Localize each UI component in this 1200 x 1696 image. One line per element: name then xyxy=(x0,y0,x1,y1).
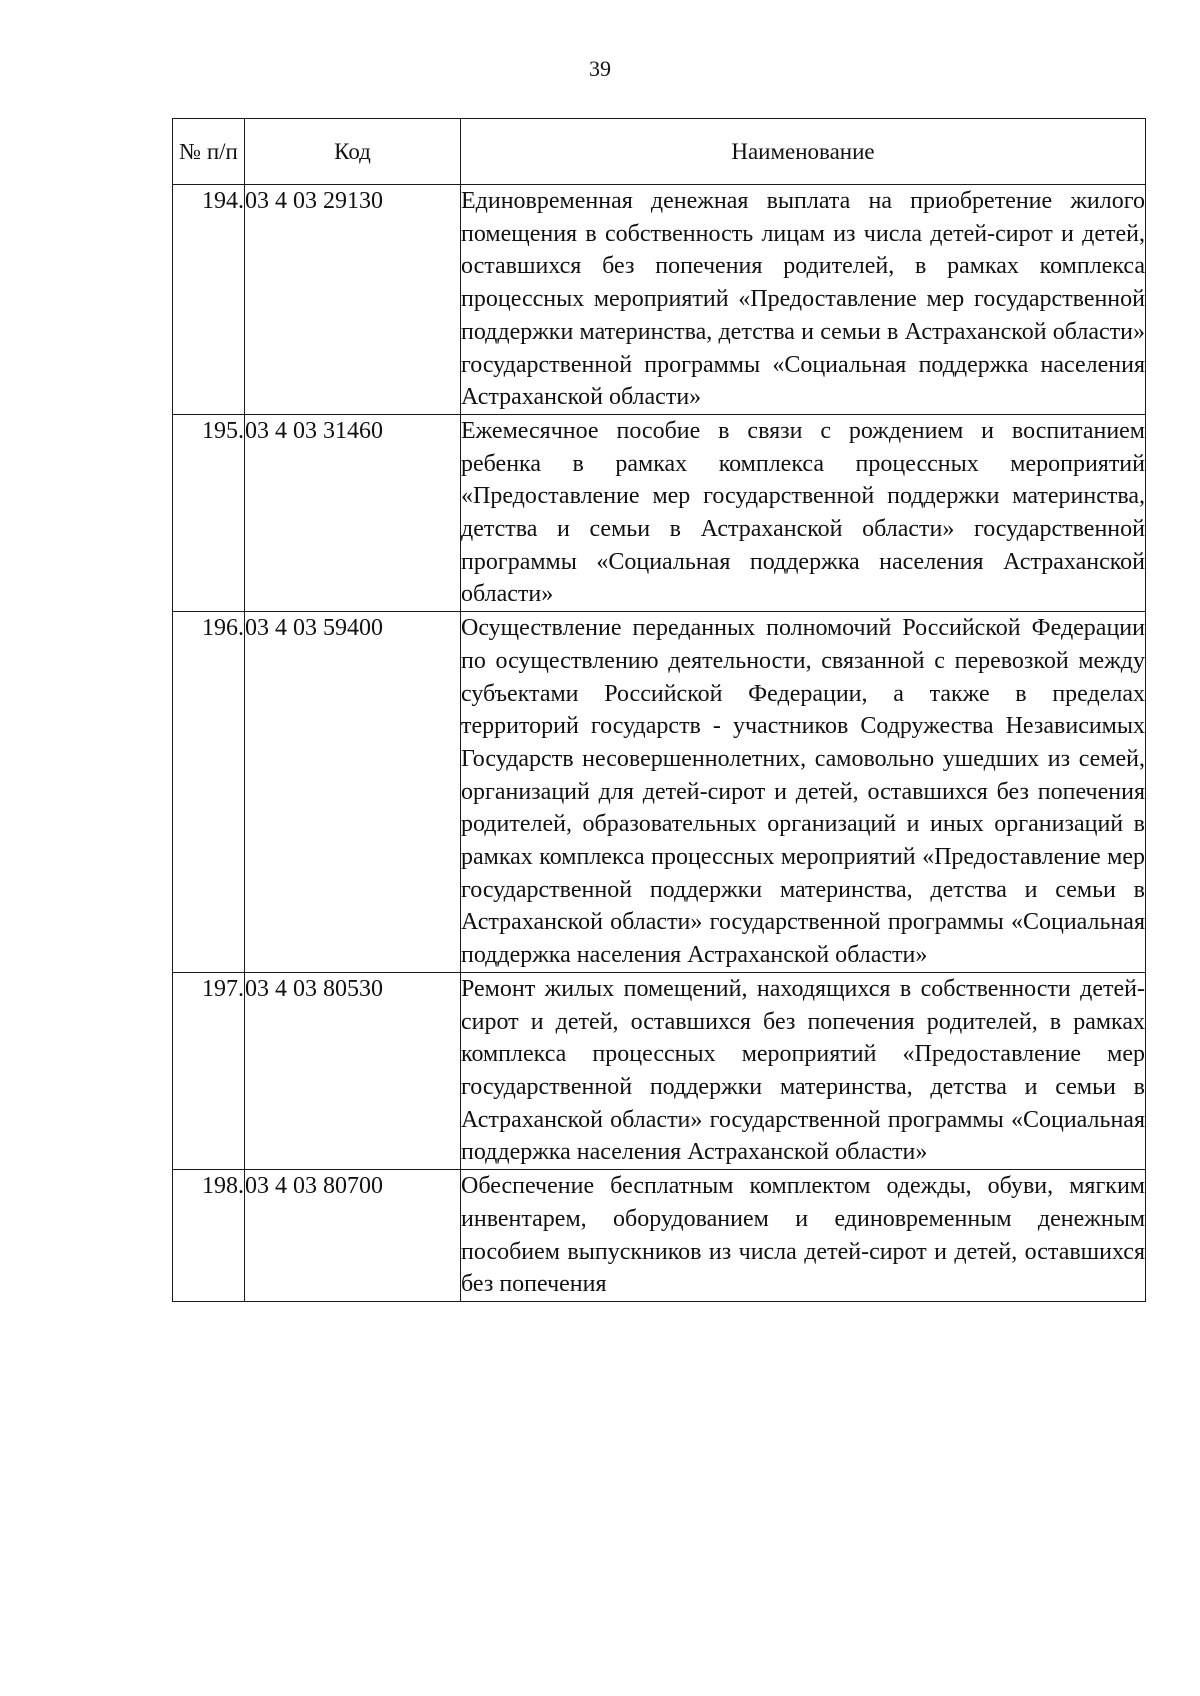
header-num: № п/п xyxy=(173,119,245,185)
table-row xyxy=(173,414,1146,611)
row-code: 03 4 03 80530 xyxy=(245,972,461,1169)
table-row xyxy=(173,1170,1146,1302)
row-num: 196. xyxy=(173,612,245,973)
row-name: Ежемесячное пособие в связи с рождением и воспитанием ребенка в рамках комплекса процессных мероприятий «Предоставление мер государственной поддержки материнства, детства и семьи в Астраханской области» государственной программы «Социальная поддержка населения Астраханской области» xyxy=(461,414,1146,611)
row-num: 194. xyxy=(173,185,245,415)
row-num: 195. xyxy=(173,414,245,611)
row-code: 03 4 03 59400 xyxy=(245,612,461,973)
table-header-row xyxy=(173,119,1146,185)
header-name: Наименование xyxy=(461,119,1146,185)
table-row xyxy=(173,185,1146,415)
page-number: 39 xyxy=(589,56,611,81)
budget-code-table xyxy=(172,118,1146,1302)
row-name: Осуществление переданных полномочий Российской Федерации по осуществлению деятельности, связанной с перевозкой между субъектами Российской Федерации, а также в пределах территорий государств - участников Содружества Независимых Государств несовершеннолетних, самовольно ушедших из семей, организаций для детей-сирот и детей, оставшихся без попечения родителей, образовательных организаций и иных организаций в рамках комплекса процессных мероприятий «Предоставление мер государственной поддержки материнства, детства и семьи в Астраханской области» государственной программы «Социальная поддержка населения Астраханской области» xyxy=(461,612,1146,973)
table-row xyxy=(173,972,1146,1169)
row-num: 198. xyxy=(173,1170,245,1302)
row-name: Обеспечение бесплатным комплектом одежды, обуви, мягким инвентарем, оборудованием и единовременным денежным пособием выпускников из числа детей-сирот и детей, оставшихся без попечения xyxy=(461,1170,1146,1302)
row-name: Единовременная денежная выплата на приобретение жилого помещения в собственность лицам из числа детей-сирот и детей, оставшихся без попечения родителей, в рамках комплекса процессных мероприятий «Предоставление мер государственной поддержки материнства, детства и семьи в Астраханской области» государственной программы «Социальная поддержка населения Астраханской области» xyxy=(461,185,1146,415)
row-code: 03 4 03 80700 xyxy=(245,1170,461,1302)
row-code: 03 4 03 31460 xyxy=(245,414,461,611)
row-num: 197. xyxy=(173,972,245,1169)
table-row xyxy=(173,612,1146,973)
row-code: 03 4 03 29130 xyxy=(245,185,461,415)
row-name: Ремонт жилых помещений, находящихся в собственности детей-сирот и детей, оставшихся без попечения родителей, в рамках комплекса процессных мероприятий «Предоставление мер государственной поддержки материнства, детства и семьи в Астраханской области» государственной программы «Социальная поддержка населения Астраханской области» xyxy=(461,972,1146,1169)
header-code: Код xyxy=(245,119,461,185)
